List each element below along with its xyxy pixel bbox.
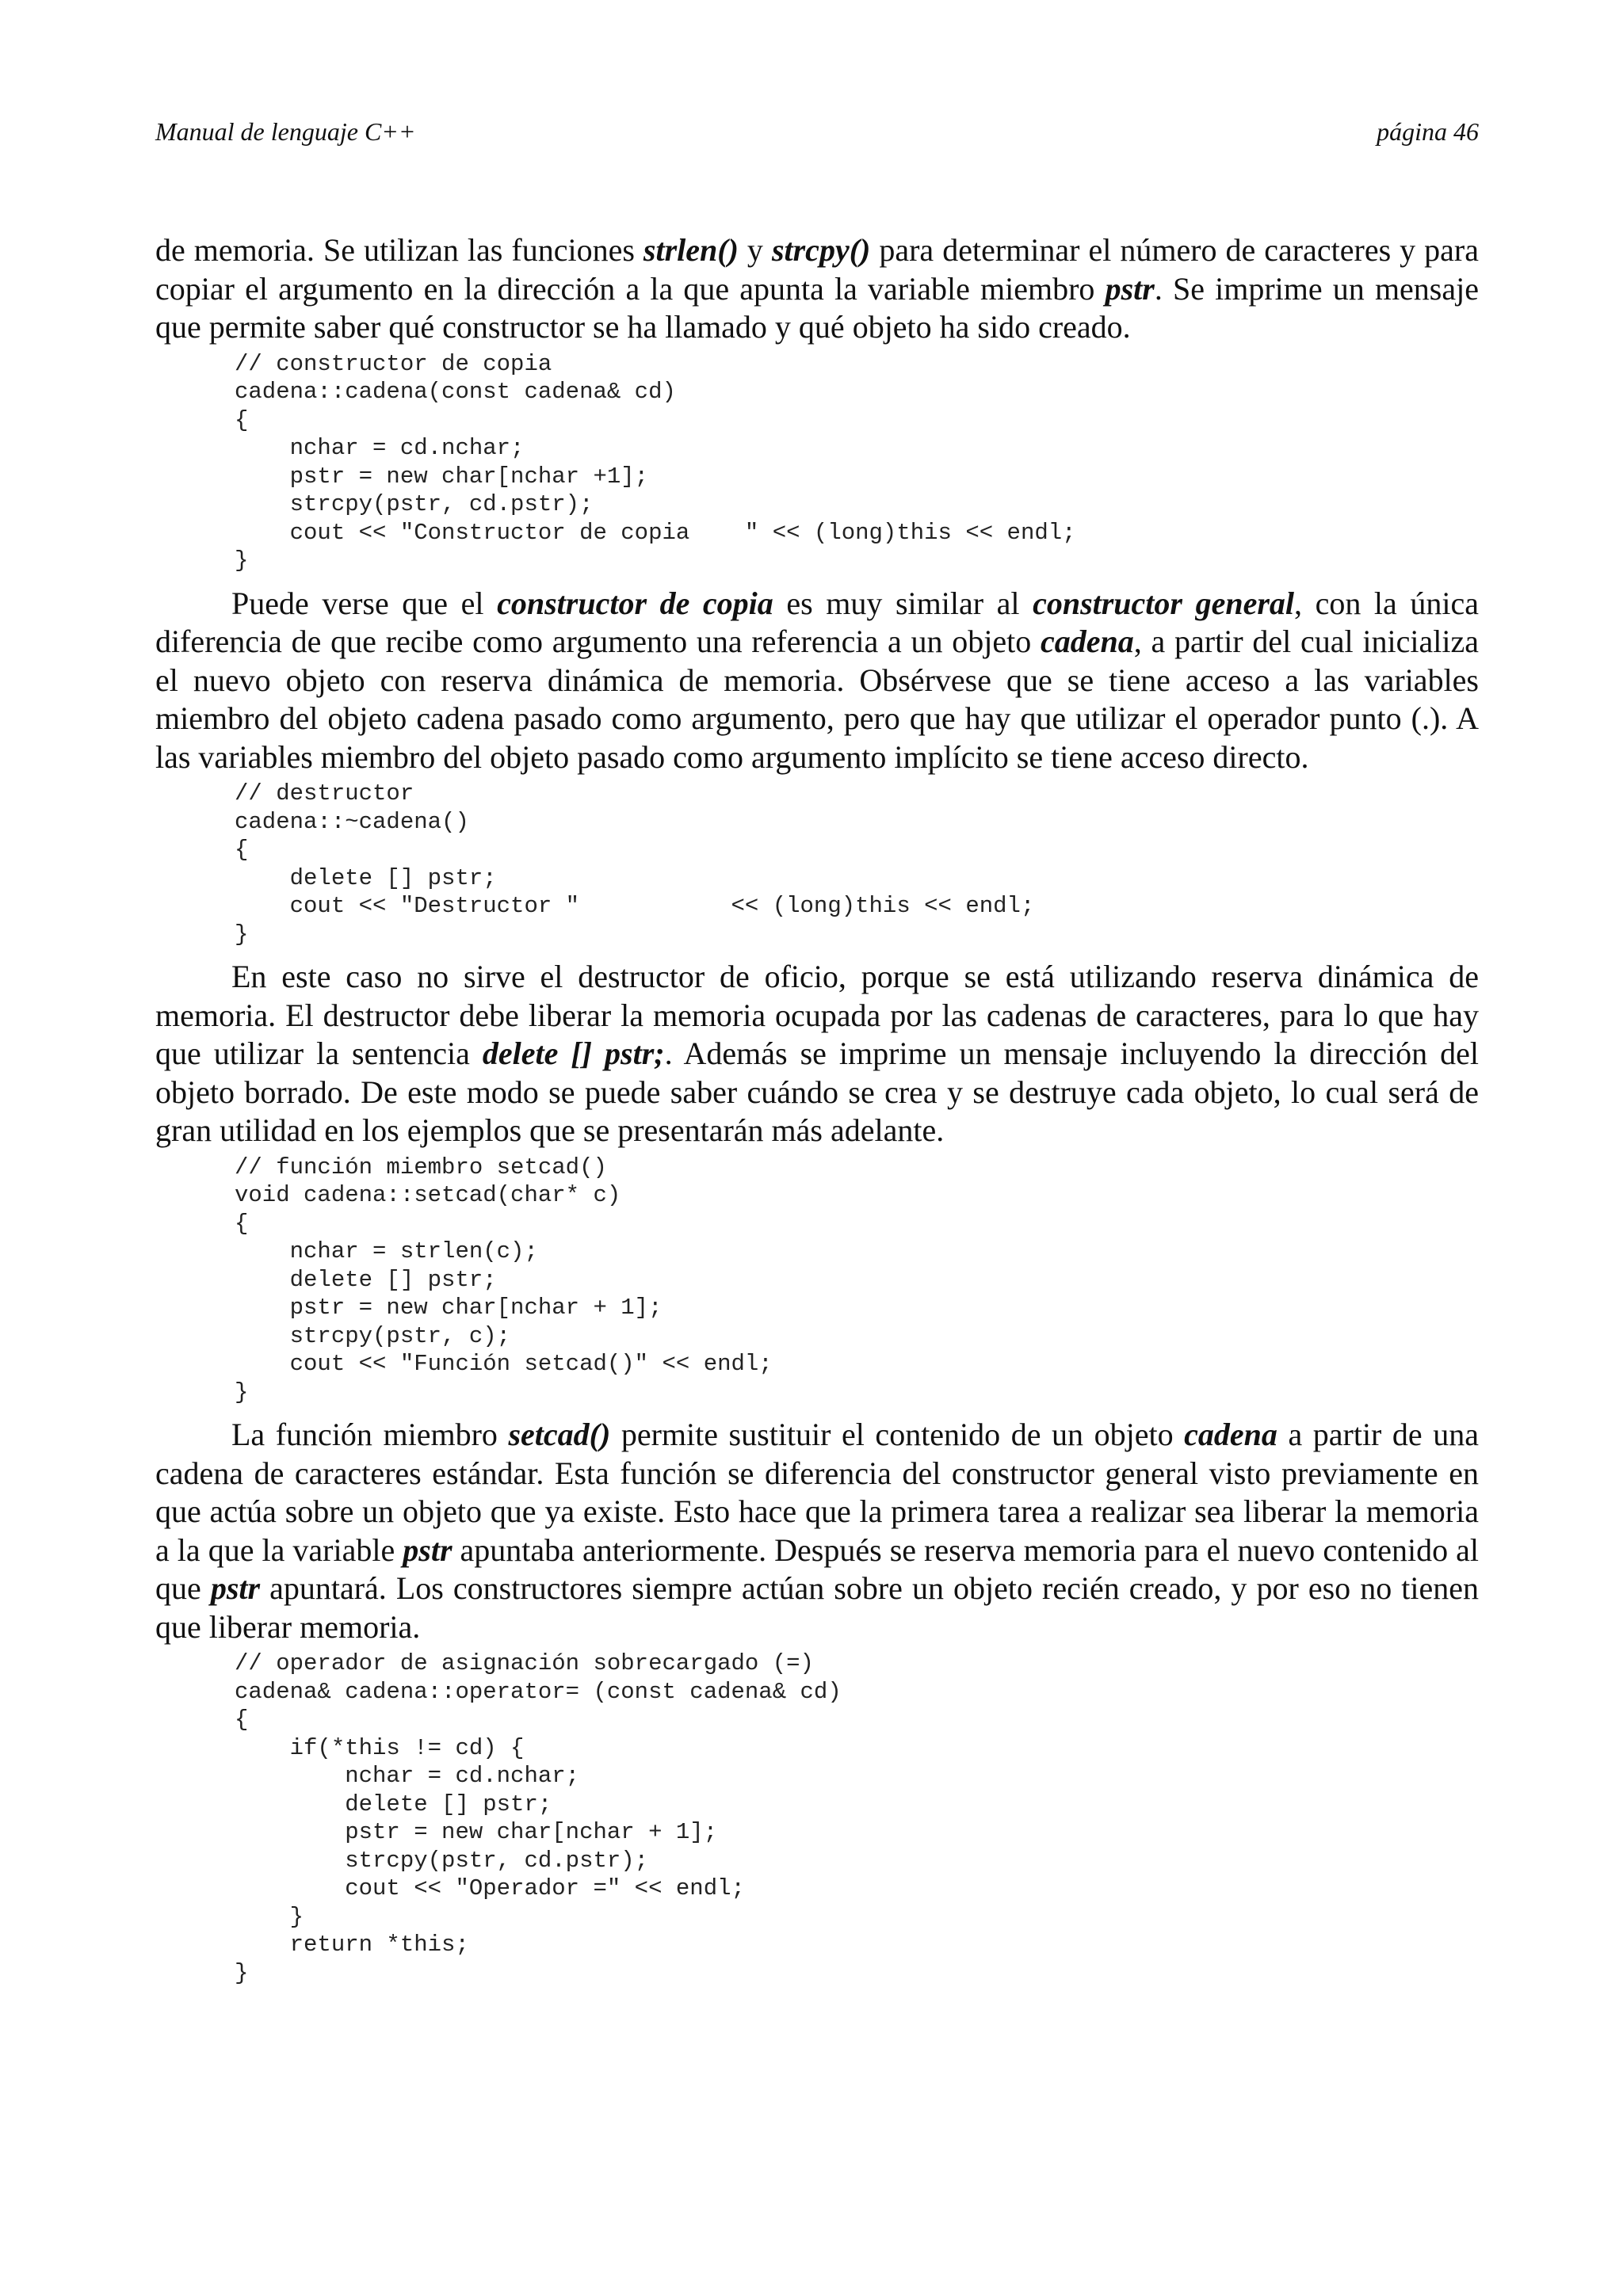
paragraph-1 (155, 231, 1479, 347)
page-header (155, 116, 1479, 147)
emphasis: cadena (1040, 624, 1134, 659)
text: , a partir del cual inicializa el nuevo objeto con reserva dinámica de memoria. Obsérvese que se tiene acceso a las variables miembro del objeto cadena pasado como argumento, pero que hay que utilizar el operador punto (.). A las variables miembro del objeto pasado como argumento implícito se tiene acceso directo. (155, 624, 1479, 775)
text: , con la única diferencia de que recibe como argumento una referencia a un objeto (155, 585, 1479, 659)
emphasis: cadena (1184, 1417, 1277, 1452)
text: a partir de una cadena de caracteres estándar. Esta función se diferencia del constructor general visto previamente en que actúa sobre un objeto que ya existe. Esto hace que la primera tarea a realizar sea liberar la memoria a la que la variable (155, 1417, 1479, 1568)
emphasis: pstr (403, 1531, 453, 1568)
text: permite sustituir el contenido de un objeto (610, 1417, 1185, 1452)
paragraph-3 (155, 958, 1479, 1150)
header-page-number: página 46 (1377, 117, 1479, 146)
text: La función miembro (231, 1417, 509, 1452)
code-block-copy-constructor: // constructor de copia cadena::cadena(const cadena& cd) { nchar = cd.nchar; pstr = new char[nchar +1]; strcpy(pstr, cd.pstr); cout << "Constructor de copia " << (long)this << endl; } (235, 350, 1076, 574)
emphasis: strcpy() (771, 232, 871, 268)
page-body (155, 231, 1479, 1997)
text: . Se imprime un mensaje que permite saber qué constructor se ha llamado y qué objeto ha sido creado. (155, 270, 1479, 345)
paragraph-4 (155, 1416, 1479, 1646)
text: es muy similar al (773, 585, 1033, 621)
text: apuntaba anteriormente. Después se reserva memoria para el nuevo contenido al que (155, 1531, 1479, 1606)
code-block-assignment-operator: // operador de asignación sobrecargado (=) cadena& cadena::operator= (const cadena& cd) { if(*this != cd) { nchar = cd.nchar; delete [] pstr; pstr = new char[nchar + 1]; strcpy(pstr, cd.pstr); cout << "Operador =" << endl; } return *this; } (235, 1650, 842, 1986)
paragraph-2 (155, 585, 1479, 777)
emphasis: constructor general (1033, 585, 1294, 621)
header-title: Manual de lenguaje C++ (155, 117, 416, 146)
text: y (738, 232, 772, 268)
emphasis: delete [] pstr; (482, 1035, 665, 1071)
emphasis: setcad() (508, 1417, 611, 1452)
code-block-destructor: // destructor cadena::~cadena() { delete [] pstr; cout << "Destructor " << (long)this << endl; } (235, 780, 1035, 948)
text: de memoria. Se utilizan las funciones (155, 232, 643, 268)
code-block-setcad: // función miembro setcad() void cadena::setcad(char* c) { nchar = strlen(c); delete [] pstr; pstr = new char[nchar + 1]; strcpy(pstr, c); cout << "Función setcad()" << endl; } (235, 1154, 773, 1405)
text: para determinar el número de caracteres y para copiar el argumento en la dirección a la que apunta la variable miembro (155, 232, 1479, 307)
text: Puede verse que el (231, 585, 498, 621)
emphasis: constructor de copia (497, 585, 773, 621)
text: En este caso no sirve el destructor de oficio, porque se está utilizando reserva dinámica de memoria. El destructor debe liberar la memoria ocupada por las cadenas de caracteres, para lo que hay que utilizar la sentencia (155, 959, 1479, 1071)
text: apuntará. Los constructores siempre actúan sobre un objeto recién creado, y por eso no tienen que liberar memoria. (155, 1570, 1479, 1645)
emphasis: pstr (1105, 270, 1155, 307)
emphasis: pstr (210, 1570, 261, 1606)
text: . Además se imprime un mensaje incluyendo la dirección del objeto borrado. De este modo se puede saber cuándo se crea y se destruye cada objeto, lo cual será de gran utilidad en los ejemplos que se presentarán más adelante. (155, 1035, 1480, 1148)
emphasis: strlen() (643, 232, 739, 268)
